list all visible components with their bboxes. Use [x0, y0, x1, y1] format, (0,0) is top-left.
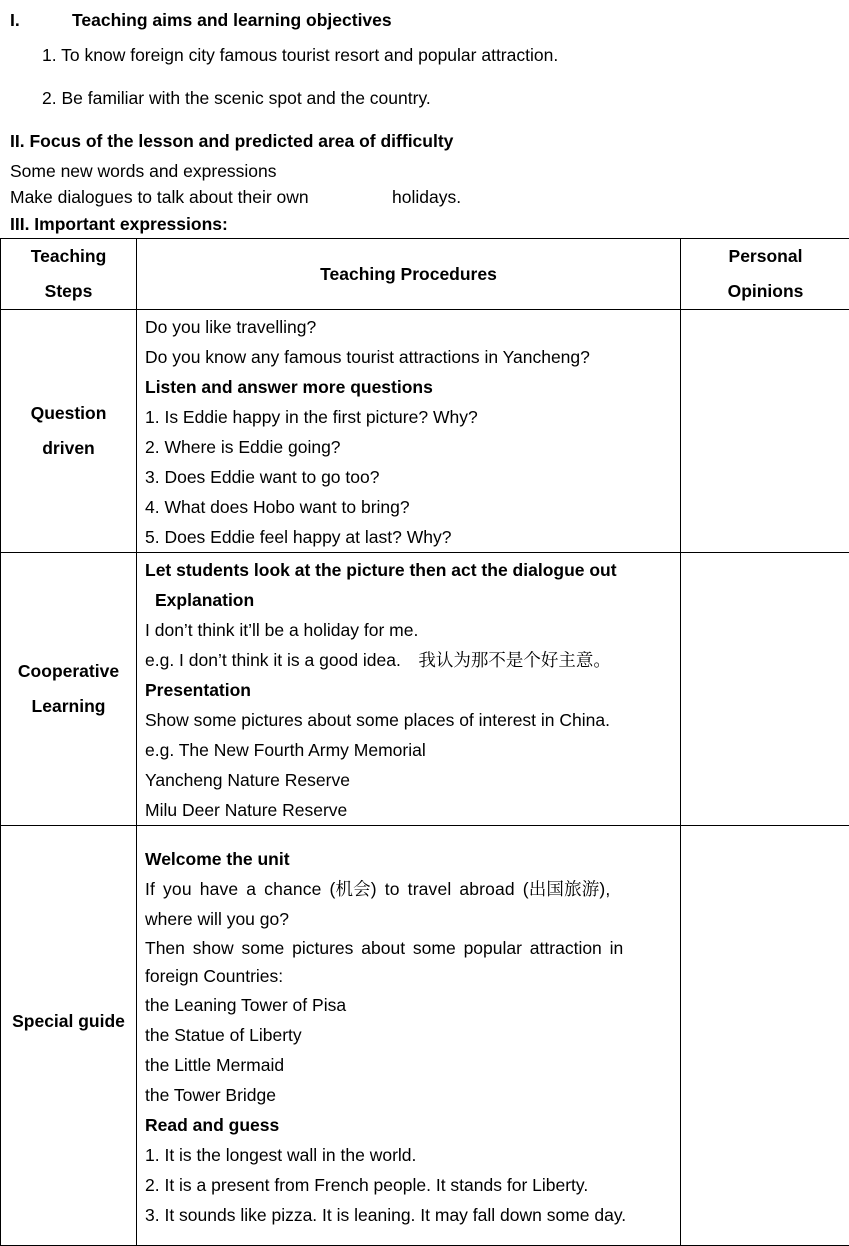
focus-line-1: Some new words and expressions [10, 160, 277, 182]
step-question-driven [1, 310, 137, 553]
table-header-row [1, 239, 849, 310]
procedure-line: If you have a chance (机会) to travel abroad (出国旅游), [145, 874, 672, 904]
table-row [1, 826, 849, 1246]
procedure-line: the Leaning Tower of Pisa [145, 990, 672, 1020]
step-label-line-2: Learning [1, 689, 136, 724]
objective-1: 1. To know foreign city famous tourist resort and popular attraction. [42, 44, 558, 66]
opinions-cell [681, 553, 849, 826]
header-teaching-procedures: Teaching Procedures [137, 239, 681, 310]
procedures-cooperative-learning [137, 553, 681, 826]
step-label-line-2: driven [1, 431, 136, 466]
objective-2: 2. Be familiar with the scenic spot and the country. [42, 87, 431, 109]
procedure-heading: Let students look at the picture then act the dialogue out [145, 555, 672, 585]
step-label-line-1: Cooperative [1, 654, 136, 689]
step-label-line-1: Special guide [1, 1004, 136, 1039]
procedure-line: Do you like travelling? [145, 312, 672, 342]
procedure-line: 2. Where is Eddie going? [145, 432, 672, 462]
header-opinions-line-2: Opinions [681, 274, 849, 309]
procedure-line: the Statue of Liberty [145, 1020, 672, 1050]
lesson-plan-table [0, 238, 849, 1246]
header-personal-opinions [681, 239, 849, 310]
procedure-line: Do you know any famous tourist attractions in Yancheng? [145, 342, 672, 372]
procedure-line: Milu Deer Nature Reserve [145, 795, 672, 825]
procedure-line: the Little Mermaid [145, 1050, 672, 1080]
procedure-line: 3. Does Eddie want to go too? [145, 462, 672, 492]
section-1-number: I. [10, 9, 20, 31]
opinions-cell [681, 826, 849, 1246]
procedure-line: 4. What does Hobo want to bring? [145, 492, 672, 522]
focus-line-2-part-1: Make dialogues to talk about their own [10, 186, 309, 208]
table-row [1, 553, 849, 826]
opinions-cell [681, 310, 849, 553]
procedure-line: e.g. The New Fourth Army Memorial [145, 735, 672, 765]
step-label-line-1: Question [1, 396, 136, 431]
section-1-title: Teaching aims and learning objectives [72, 9, 392, 31]
step-special-guide [1, 826, 137, 1246]
procedure-line: Yancheng Nature Reserve [145, 765, 672, 795]
table-row [1, 310, 849, 553]
procedures-question-driven [137, 310, 681, 553]
procedure-line: Show some pictures about some places of interest in China. [145, 705, 672, 735]
procedure-line: 3. It sounds like pizza. It is leaning. It may fall down some day. [145, 1200, 672, 1230]
header-steps-line-2: Steps [1, 274, 136, 309]
procedure-heading: Explanation [145, 585, 672, 615]
procedure-line: e.g. I don’t think it is a good idea. 我认为那不是个好主意。 [145, 645, 672, 675]
procedure-line: 1. Is Eddie happy in the first picture? Why? [145, 402, 672, 432]
section-3-title: III. Important expressions: [10, 213, 228, 235]
procedure-line: Then show some pictures about some popular attraction in [145, 934, 672, 962]
procedure-line: 2. It is a present from French people. It stands for Liberty. [145, 1170, 672, 1200]
procedure-heading: Presentation [145, 675, 672, 705]
header-opinions-line-1: Personal [681, 239, 849, 274]
procedure-line: 5. Does Eddie feel happy at last? Why? [145, 522, 672, 552]
section-2-title: II. Focus of the lesson and predicted area of difficulty [10, 130, 453, 152]
procedure-heading: Read and guess [145, 1110, 672, 1140]
procedures-special-guide [137, 826, 681, 1246]
focus-line-2-part-2: holidays. [392, 186, 461, 208]
procedure-line: I don’t think it’ll be a holiday for me. [145, 615, 672, 645]
procedure-line: the Tower Bridge [145, 1080, 672, 1110]
procedure-heading: Listen and answer more questions [145, 372, 672, 402]
step-cooperative-learning [1, 553, 137, 826]
procedure-line: foreign Countries: [145, 962, 672, 990]
header-teaching-steps [1, 239, 137, 310]
procedure-line: where will you go? [145, 904, 672, 934]
procedure-line: 1. It is the longest wall in the world. [145, 1140, 672, 1170]
procedure-heading: Welcome the unit [145, 844, 672, 874]
header-steps-line-1: Teaching [1, 239, 136, 274]
